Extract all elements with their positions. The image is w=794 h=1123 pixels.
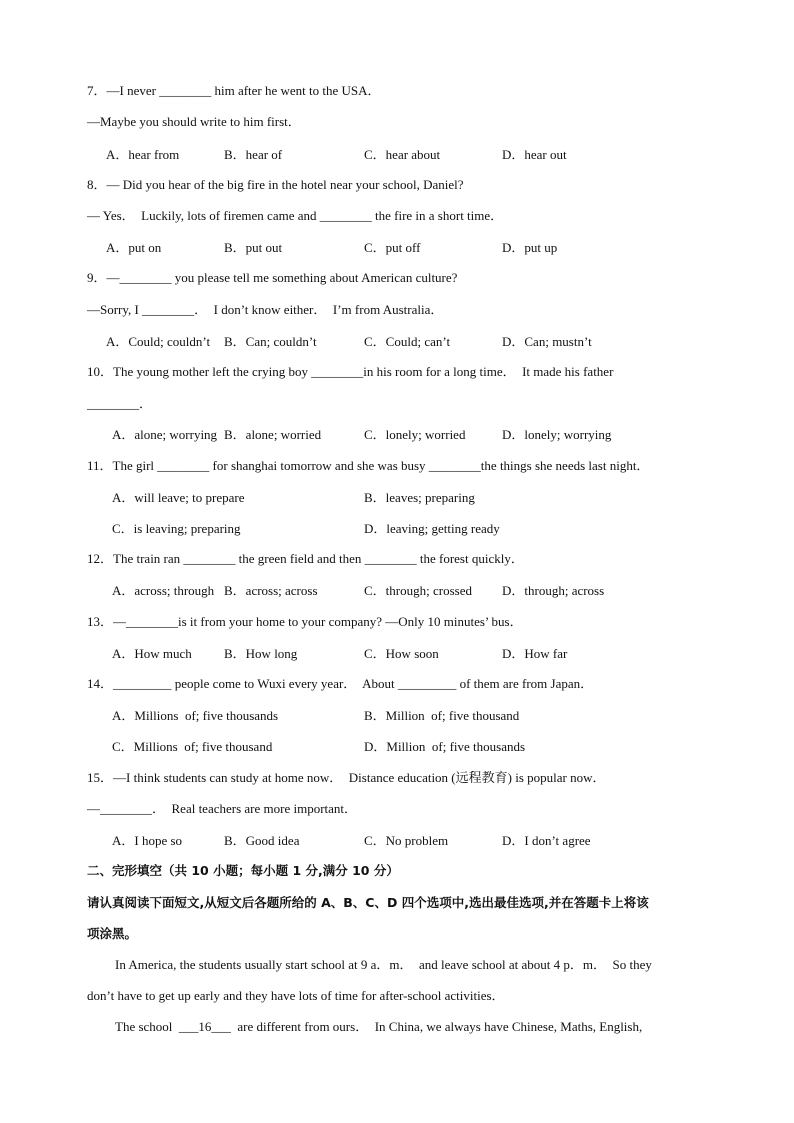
option-a: A．How much	[112, 646, 192, 661]
question-number: 8．	[87, 177, 107, 192]
option-a: A．I hope so	[112, 833, 183, 848]
option-c: C．hear about	[364, 147, 441, 162]
option-c: C．How soon	[364, 646, 439, 661]
option-b: B．Million of; five thousand	[364, 708, 520, 723]
option-a: A．Millions of; five thousands	[112, 708, 279, 723]
option-a: A．will leave; to prepare	[112, 490, 245, 505]
option-d: D．lonely; worrying	[502, 427, 612, 442]
option-b: B．hear of	[224, 147, 283, 162]
option-c: C．No problem	[364, 833, 449, 848]
instruction-line-2: 项涂黑。	[87, 926, 138, 941]
option-a: A．across; through	[112, 583, 215, 598]
option-d: D．through; across	[502, 583, 605, 598]
option-b: B．across; across	[224, 583, 318, 598]
option-b: B．leaves; preparing	[364, 490, 475, 505]
question-number: 11．	[87, 458, 113, 473]
option-d: D．hear out	[502, 147, 567, 162]
question-10-continuation: ________．	[87, 396, 153, 411]
option-d: D．How far	[502, 646, 568, 661]
passage-line-3: The school ___16___ are different from ours． In China, we always have Chinese, Maths, English,	[115, 1019, 643, 1034]
option-c: C．through; crossed	[364, 583, 472, 598]
option-c: C．lonely; worried	[364, 427, 466, 442]
question-number: 9．	[87, 270, 107, 285]
option-a: A．put on	[106, 240, 162, 255]
question-15-reply: —________． Real teachers are more important．	[87, 801, 358, 816]
question-11-stem: 11．The girl ________ for shanghai tomorrow and she was busy ________the things she needs last night．	[87, 458, 650, 473]
option-c: C．Millions of; five thousand	[112, 739, 273, 754]
option-d: D．Million of; five thousands	[364, 739, 526, 754]
question-13-stem: 13．—________is it from your home to your company? —Only 10 minutes’ bus．	[87, 614, 523, 629]
option-c: C．put off	[364, 240, 421, 255]
question-number: 10．	[87, 364, 114, 379]
option-a: A．alone; worrying	[112, 427, 218, 442]
question-9-reply: —Sorry, I ________． I don’t know either． I’m from Australia．	[87, 302, 444, 317]
passage-line-1: In America, the students usually start school at 9 a．m． and leave school at about 4 p．m． So they	[115, 957, 652, 972]
option-a: A．hear from	[106, 147, 180, 162]
option-b: B．Good idea	[224, 833, 300, 848]
option-d: D．put up	[502, 240, 558, 255]
option-b: B．put out	[224, 240, 283, 255]
question-10-stem: 10．The young mother left the crying boy ________in his room for a long time． It made his father	[87, 364, 614, 379]
section-title: 二、完形填空（共 10 小题；每小题 1 分,满分 10 分）	[87, 863, 399, 878]
question-8-reply: — Yes． Luckily, lots of firemen came and ________ the fire in a short time．	[87, 208, 504, 223]
question-number: 12．	[87, 551, 114, 566]
passage-line-2: don’t have to get up early and they have lots of time for after-school activities．	[87, 988, 505, 1003]
question-7-stem: 7．—I never ________ him after he went to the USA．	[87, 83, 381, 98]
question-15-stem: 15．—I think students can study at home now． Distance education (远程教育) is popular now．	[87, 770, 606, 785]
option-d: D．leaving; getting ready	[364, 521, 500, 536]
question-number: 13．	[87, 614, 114, 629]
option-a: A．Could; couldn’t	[106, 334, 211, 349]
instruction-line-1: 请认真阅读下面短文,从短文后各题所给的 A、B、C、D 四个选项中,选出最佳选项,并在答题卡上将该	[87, 895, 649, 910]
question-12-stem: 12．The train ran ________ the green field and then ________ the forest quickly．	[87, 551, 524, 566]
option-b: B．Can; couldn’t	[224, 334, 317, 349]
question-9-stem: 9．—________ you please tell me something about American culture?	[87, 270, 458, 285]
question-number: 15．	[87, 770, 114, 785]
question-number: 14．	[87, 676, 114, 691]
option-c: C．Could; can’t	[364, 334, 451, 349]
question-number: 7．	[87, 83, 107, 98]
option-c: C．is leaving; preparing	[112, 521, 241, 536]
question-8-stem: 8．— Did you hear of the big fire in the hotel near your school, Daniel?	[87, 177, 464, 192]
question-7-reply: —Maybe you should write to him first．	[87, 114, 301, 129]
option-b: B．alone; worried	[224, 427, 322, 442]
option-d: D．I don’t agree	[502, 833, 591, 848]
option-b: B．How long	[224, 646, 298, 661]
question-14-stem: 14．_________ people come to Wuxi every year． About _________ of them are from Japan．	[87, 676, 594, 691]
option-d: D．Can; mustn’t	[502, 334, 592, 349]
